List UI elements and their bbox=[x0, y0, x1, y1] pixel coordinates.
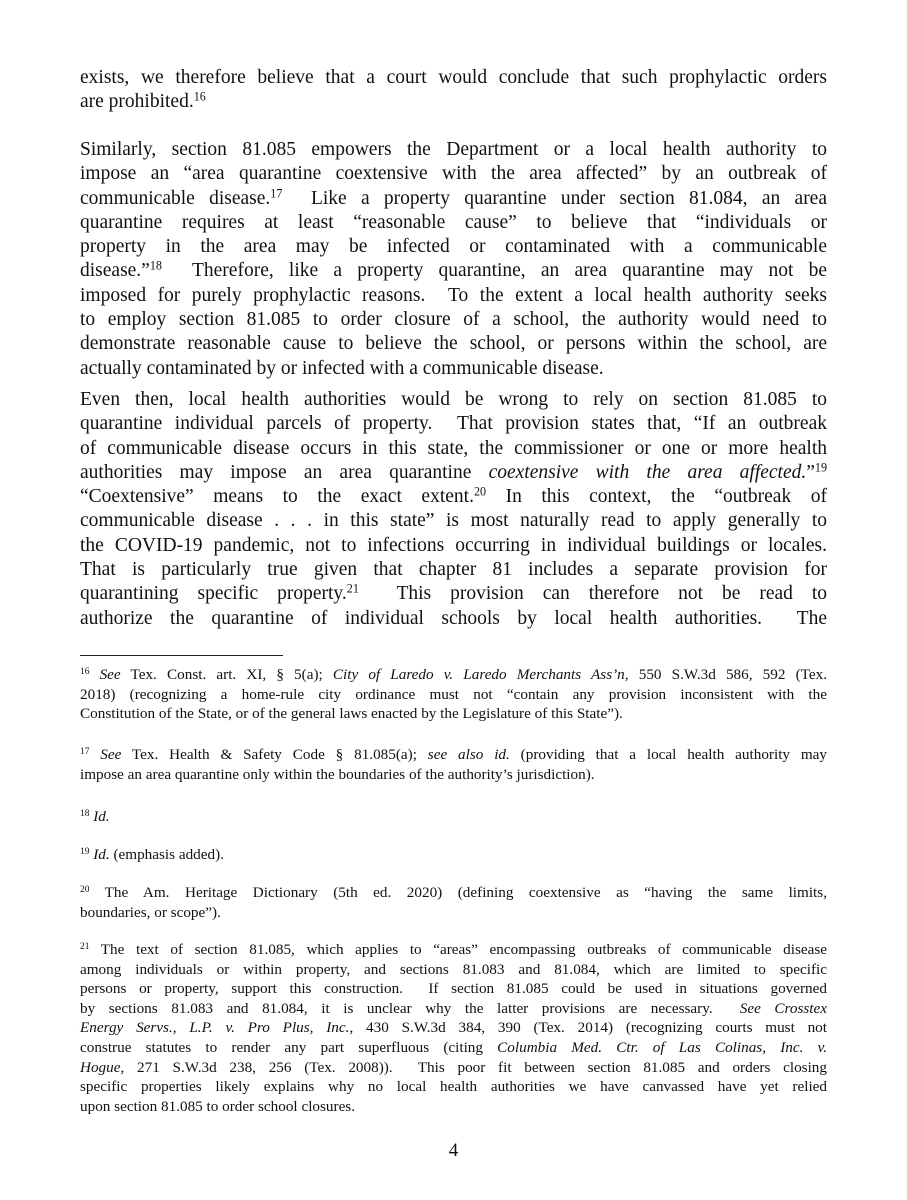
footnote-reference: 21 bbox=[346, 581, 359, 596]
text-line bbox=[80, 607, 827, 631]
text-line bbox=[80, 187, 827, 211]
text-line bbox=[80, 999, 827, 1019]
text-run: impose an “area quarantine coextensive with the area affected” by an outbreak of bbox=[80, 163, 827, 185]
italic-text: Id. bbox=[93, 808, 110, 825]
text-run: impose an area quarantine only within the boundaries of the authority’s jurisdiction). bbox=[80, 765, 595, 783]
footnote-20 bbox=[80, 883, 827, 922]
footnote-reference: 17 bbox=[80, 746, 90, 757]
text-line bbox=[80, 903, 827, 923]
body-paragraph-3 bbox=[80, 388, 827, 631]
text-run: of communicable disease occurs in this state, the commissioner or one or more health bbox=[80, 437, 827, 459]
text-line bbox=[80, 211, 827, 235]
footnote-18 bbox=[80, 807, 827, 827]
text-run: That is particularly true given that chapter 81 includes a separate provision for bbox=[80, 559, 827, 581]
footnote-reference: 21 bbox=[80, 941, 90, 952]
text-run: Tex. Health & Safety Code § 81.085(a); bbox=[121, 746, 428, 763]
text-line bbox=[80, 665, 827, 685]
footnote-16 bbox=[80, 665, 827, 724]
text-line bbox=[80, 745, 827, 765]
text-run: upon section 81.085 to order school closures. bbox=[80, 1097, 356, 1115]
text-run bbox=[89, 746, 100, 763]
text-run: property in the area may be infected or contaminated with a communicable bbox=[80, 236, 827, 258]
text-line bbox=[80, 332, 827, 356]
text-line bbox=[80, 704, 827, 724]
italic-text: Energy Servs., L.P. v. Pro Plus, Inc. bbox=[80, 1019, 350, 1037]
footnote-reference: 18 bbox=[149, 258, 162, 273]
text-run: 2018) (recognizing a home-rule city ordinance must not “contain any provision inconsistent with the bbox=[80, 685, 827, 703]
text-line bbox=[80, 960, 827, 980]
text-run: Tex. Const. art. XI, § 5(a); bbox=[120, 666, 333, 683]
text-line bbox=[80, 1097, 827, 1117]
italic-text: coextensive with the area affected. bbox=[488, 461, 807, 483]
italic-text: City of Laredo v. Laredo Merchants Ass’n bbox=[332, 666, 625, 683]
footnote-reference: 20 bbox=[80, 884, 90, 895]
text-line bbox=[80, 509, 827, 533]
text-run: actually contaminated by or infected with a communicable disease. bbox=[80, 357, 604, 379]
text-run: quarantine individual parcels of property. That provision states that, “If an outbreak bbox=[80, 413, 827, 435]
text-line bbox=[80, 979, 827, 999]
footnote-reference: 18 bbox=[80, 808, 90, 819]
text-run: are prohibited. bbox=[80, 91, 194, 113]
text-line bbox=[80, 765, 827, 785]
text-line bbox=[80, 259, 827, 283]
text-line bbox=[80, 437, 827, 461]
footnote-reference: 17 bbox=[270, 185, 283, 200]
text-line bbox=[80, 845, 827, 865]
text-line bbox=[80, 388, 827, 412]
text-run: communicable disease. bbox=[80, 187, 271, 209]
italic-text: See bbox=[99, 666, 121, 683]
text-run: Constitution of the State, or of the general laws enacted by the Legislature of this State”). bbox=[80, 705, 623, 723]
footnote-separator bbox=[80, 655, 283, 656]
text-run: among individuals or within property, and sections 81.083 and 81.084, which are limited to specific bbox=[80, 960, 827, 978]
text-run: Like a property quarantine under section 81.084, an area bbox=[282, 187, 827, 209]
text-run: the COVID-19 pandemic, not to infections occurring in individual buildings or locales. bbox=[80, 534, 827, 556]
footnote-21 bbox=[80, 940, 827, 1116]
text-run: specific properties likely explains why no local health authorities we have canvassed have yet relied bbox=[80, 1078, 827, 1096]
text-run: quarantining specific property. bbox=[80, 583, 347, 605]
text-run: to employ section 81.085 to order closure of a school, the authority would need to bbox=[80, 309, 827, 331]
text-line bbox=[80, 582, 827, 606]
text-run: exists, we therefore believe that a court would conclude that such prophylactic orders bbox=[80, 67, 827, 88]
text-run: construe statutes to render any part superfluous (citing bbox=[80, 1038, 498, 1056]
body-paragraph-1 bbox=[80, 66, 827, 115]
text-line bbox=[80, 534, 827, 558]
text-run: disease.” bbox=[80, 260, 150, 282]
text-line bbox=[80, 66, 827, 90]
text-line bbox=[80, 485, 827, 509]
text-line bbox=[80, 235, 827, 259]
text-line bbox=[80, 461, 827, 485]
body-paragraph-2 bbox=[80, 138, 827, 381]
italic-text: Columbia Med. Ctr. of Las Colinas, Inc. v. bbox=[497, 1038, 827, 1056]
text-line bbox=[80, 807, 827, 827]
text-line bbox=[80, 1077, 827, 1097]
text-run: authorities may impose an area quarantine bbox=[80, 461, 489, 483]
text-line bbox=[80, 308, 827, 332]
text-run: by sections 81.083 and 81.084, it is unclear why the latter provisions are necessary. bbox=[80, 999, 740, 1017]
italic-text: See Crosstex bbox=[739, 999, 828, 1017]
text-run: imposed for purely prophylactic reasons. To the extent a local health authority seeks bbox=[80, 284, 827, 306]
italic-text: Hogue bbox=[80, 1058, 121, 1076]
text-run: This provision can therefore not be read to bbox=[358, 583, 828, 605]
italic-text: see also id. bbox=[427, 746, 510, 763]
footnote-17 bbox=[80, 745, 827, 784]
footnote-reference: 16 bbox=[80, 666, 90, 677]
text-line bbox=[80, 162, 827, 186]
text-run: In this context, the “outbreak of bbox=[486, 486, 827, 508]
text-line bbox=[80, 90, 827, 114]
footnote-reference: 20 bbox=[473, 484, 487, 499]
text-run: ” bbox=[806, 461, 815, 483]
footnote-19 bbox=[80, 845, 827, 865]
text-run: The Am. Heritage Dictionary (5th ed. 2020) (defining coextensive as “having the same limits, bbox=[89, 884, 827, 901]
footnote-reference: 16 bbox=[193, 89, 206, 104]
text-run: persons or property, support this construction. If section 81.085 could be used in situations governed bbox=[80, 980, 827, 998]
text-line bbox=[80, 685, 827, 705]
text-run: The text of section 81.085, which applies to “areas” encompassing outbreaks of communicable disease bbox=[89, 941, 827, 958]
text-run: , 271 S.W.3d 238, 256 (Tex. 2008)). This poor fit between section 81.085 and orders closing bbox=[120, 1058, 827, 1076]
text-run: Therefore, like a property quarantine, an area quarantine may not be bbox=[161, 260, 827, 282]
text-run: , 430 S.W.3d 384, 390 (Tex. 2014) (recognizing courts must not bbox=[349, 1019, 827, 1037]
text-line bbox=[80, 883, 827, 903]
text-line bbox=[80, 357, 827, 381]
text-run bbox=[89, 666, 99, 683]
text-run: communicable disease . . . in this state” is most naturally read to apply generally to bbox=[80, 510, 827, 532]
text-line bbox=[80, 1038, 827, 1058]
text-run: demonstrate reasonable cause to believe the school, or persons within the school, are bbox=[80, 333, 827, 355]
italic-text: See bbox=[100, 746, 122, 763]
text-run: boundaries, or scope”). bbox=[80, 903, 221, 921]
footnote-reference: 19 bbox=[814, 460, 827, 475]
text-run: , 550 S.W.3d 586, 592 (Tex. bbox=[624, 666, 828, 683]
text-run: “Coextensive” means to the exact extent. bbox=[80, 486, 474, 508]
text-line bbox=[80, 138, 827, 162]
text-line bbox=[80, 1058, 827, 1078]
text-run: Even then, local health authorities would be wrong to rely on section 81.085 to bbox=[80, 389, 827, 410]
page-number: 4 bbox=[448, 1140, 459, 1161]
text-run: (emphasis added). bbox=[109, 846, 224, 863]
text-line bbox=[80, 284, 827, 308]
text-run: (providing that a local health authority may bbox=[509, 746, 827, 763]
text-run: authorize the quarantine of individual schools by local health authorities. The bbox=[80, 607, 827, 629]
text-line bbox=[80, 558, 827, 582]
text-line bbox=[80, 940, 827, 960]
text-line bbox=[80, 1018, 827, 1038]
text-line bbox=[80, 412, 827, 436]
text-run: quarantine requires at least “reasonable cause” to believe that “individuals or bbox=[80, 211, 827, 233]
italic-text: Id. bbox=[93, 846, 110, 863]
text-run: Similarly, section 81.085 empowers the Department or a local health authority to bbox=[80, 139, 827, 160]
footnote-reference: 19 bbox=[80, 846, 90, 857]
